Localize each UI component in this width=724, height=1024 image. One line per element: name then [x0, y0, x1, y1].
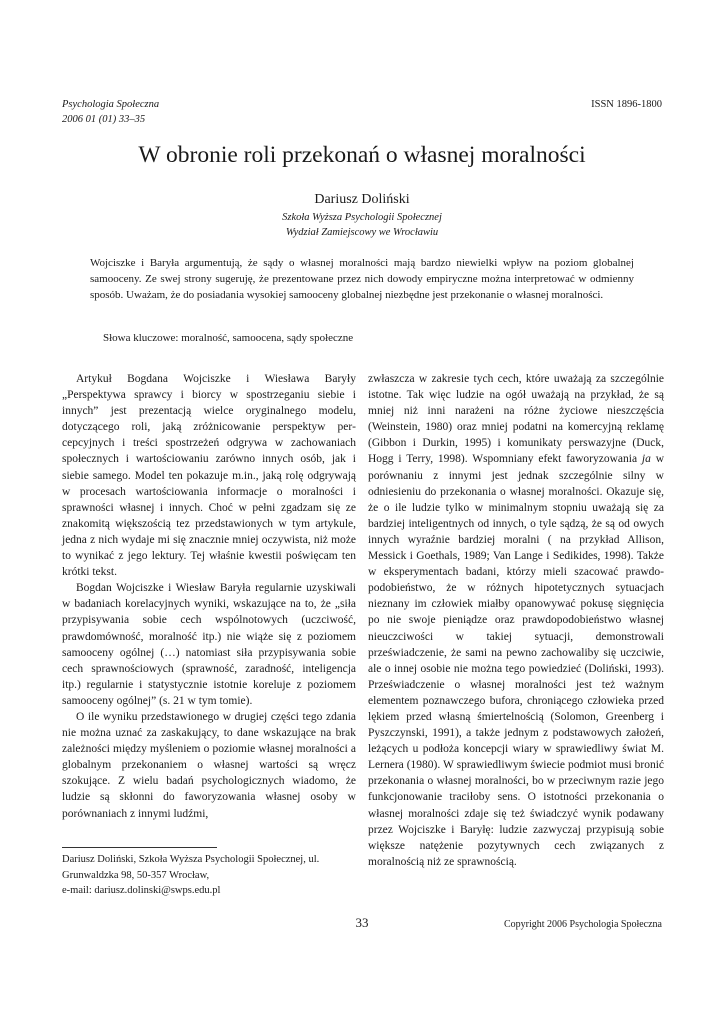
author-footnote — [62, 852, 362, 899]
paragraph: Artykuł Bogdana Wojciszke i Wiesława Baryły „Perspektywa sprawcy i biorcy w spostrzeganiu siebie i innych” jest prezentacją wielce oryginalnego modelu, dotyczącego roli, jaką zróżnicowanie perspektyw percepcyjnych i treści spostrzeżeń odgrywa w zachowaniach społecznych i wartościowaniu zarówno innych osób, jak i siebie samego. Model ten pokazuje m.in., jaką rolę odgrywają w procesach wartościowania informacje o moralności i sprawności własnej i innych. Choć w pełni zgadzam się ze znakomitą większością tez przedstawionych w tym artykule, jedna z nich wydaje mi się znacznie mniej oczywista, niż może to wynikać z jego lektury. Tej właśnie kwestii poświęcam ten krótki tekst. — [62, 373, 356, 579]
paragraph: O ile wyniku przedstawionego w drugiej części tego zdania nie można uznać za zaskakujący, to dane wskazujące na brak zależności między myśleniem o poziomie własnej moralności a globalnym przekonaniem o własnej wartości są wręcz szokujące. Z wielu badań psychologicznych wiadomo, że ludzie są skłonni do faworyzowania własnej osoby w porównaniach z innymi ludźmi, — [62, 710, 356, 820]
left-column — [62, 371, 356, 822]
author-affiliation — [0, 210, 724, 240]
article-title: W obronie roli przekonań o własnej moralności — [138, 142, 586, 168]
italic-term: ja — [641, 453, 651, 466]
footnote-divider — [62, 847, 217, 848]
keywords: Słowa kluczowe: moralność, samoocena, sądy społeczne — [103, 332, 354, 344]
journal-citation — [62, 97, 159, 127]
text-run: zwłaszcza w zakresie tych cech, które uważają za szczególnie istotne. Tak więc ludzie na ogół uważają na przykład, że są mniej niż inni narażeni na różne życiowe nieszczęścia (Weinstein, 1980) oraz mniej podatni na komercyjną reklamę (Gibbon i Durkin, 1995) i komunikaty perswazyjne (Duck, Hogg i Terry, 1998). Wspomniany efekt faworyzowania — [368, 373, 664, 466]
author-name: Dariusz Doliński — [314, 192, 410, 207]
journal-issue: 2006 01 (01) 33–35 — [62, 114, 146, 125]
text-run: w porównaniu z innymi jest jednak szczególnie silny w odniesieniu do przekonania o własnej moralności. Okazuje się, że o ile ludzie tylko w minimalnym stopniu uważają się za bardziej inteligentnych od innych, o tyle sądzą, że są od owych innych wyraźnie bardziej moralni ( na przykład Allison, Messick i Goethals, 1989; Van Lange i Sedikides, 1998). Także w eksperymentach badani, którzy mieli szacować prawdopodobieństwo, że w różnych hipotetycznych sytuacjach nieznany im człowiek miałby opanowywać pokusę sięgnięcia po nie swoje pieniądze oraz prawdopodobieństwo własnej nieuczciwości w takiej sytuacji, demonstrowali przeświadczenie, że sami na pewno zachowaliby się uczciwie, ale o innej osobie nie można tego powiedzieć (Doliński, 1993). Przeświadczenie o własnej moralności jest też ważnym elementem poznawczego bufora, chroniącego człowieka przed lękiem przed własną śmiertelnością (Solomon, Greenberg i Pyszczynski, 1991), a także jednym z podstawowych założeń, leżących u podłoża koncepcji wiary w sprawiedliwy świat M. Lernera (1980). W sprawiedliwym świecie podmiot musi bronić przekonania o własnej moralności, bo w przeciwnym razie jego funkcjonowanie traciłoby sens. O istotności przekonania o własnej moralności zdaje się też świadczyć wynik podawany przez Wojciszke i Baryłę: ludzie zazwyczaj przypisują sobie większe natężenie pozytywnych cech związanych z moralnością niż ze sprawnością. — [368, 453, 664, 868]
footnote-line: Grunwaldzka 98, 50-357 Wrocław, — [62, 869, 210, 881]
paragraph — [368, 371, 664, 870]
affiliation-line: Szkoła Wyższa Psychologii Społecznej — [282, 212, 442, 223]
right-column — [368, 371, 664, 870]
copyright: Copyright 2006 Psychologia Społeczna — [503, 919, 662, 930]
journal-name: Psychologia Społeczna — [62, 99, 160, 110]
page-number: 33 — [355, 915, 369, 930]
footnote-email: e-mail: dariusz.dolinski@swps.edu.pl — [62, 885, 221, 897]
footnote-line: Dariusz Doliński, Szkoła Wyższa Psychologii Społecznej, ul. — [62, 854, 320, 865]
abstract: Wojciszke i Baryła argumentują, że sądy o własnej moralności mają bardzo niewielki wpływ na poziom globalnej samooceny. Ze swej strony sugeruję, że prezentowane przez nich dowody empiryczne można interpretować w odmienny sposób. Uważam, że do posiadania wysokiej samooceny globalnej niezbędne jest przekonanie o własnej moralności. — [90, 257, 634, 301]
issn: ISSN 1896-1800 — [591, 99, 662, 110]
affiliation-line: Wydział Zamiejscowy we Wrocławiu — [285, 227, 439, 238]
paragraph: Bogdan Wojciszke i Wiesław Baryła regularnie uzyskiwali w badaniach korelacyjnych wyniki, wskazujące na to, że „siła przypisywania sobie cech wspólnotowych (uczciwość, prawdomówność, moralność itp.) nie wiąże się z poziomem samooceny ogólnej (…) natomiast siła przypisywania sobie cech sprawnościowych (sprawność, zaradność, inteligencja itp.) regularnie i statystycznie istotnie koreluje z poziomem samooceny ogólnej” (s. 21 w tym tomie). — [62, 582, 356, 707]
